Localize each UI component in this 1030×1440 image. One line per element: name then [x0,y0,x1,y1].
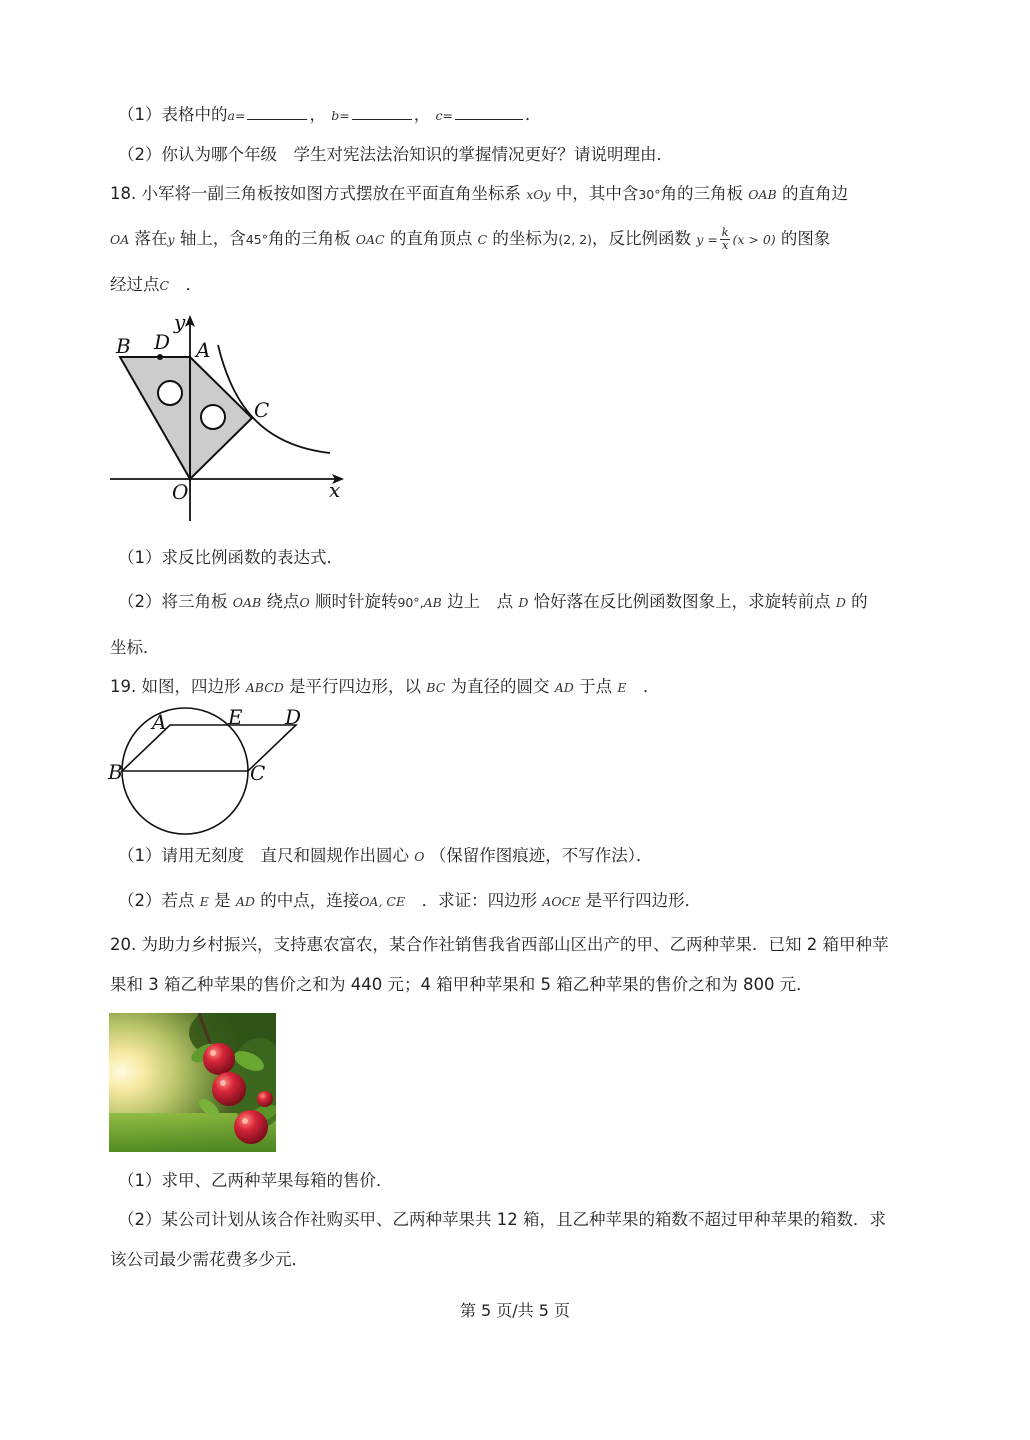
q17-part2: （2）你认为哪个年级 学生对宪法法治知识的掌握情况更好？请说明理由． [118,145,673,164]
q20-part2: （2）某公司计划从该合作社购买甲、乙两种苹果共 12 箱，且乙种苹果的箱数不超过甲种苹果的箱数．求 [118,1210,886,1229]
q20-part1: （1）求甲、乙两种苹果每箱的售价． [118,1171,393,1190]
q18-part2: （2）将三角板 OAB 绕点O 顺时针旋转90°,AB 边上 点 D 恰好落在反比例函数图象上，求旋转前点 D 的 [118,592,868,611]
q18-line1: 18. 小军将一副三角板按如图方式摆放在平面直角坐标系 xOy 中，其中含30°角的三角板 OAB 的直角边 [110,184,848,203]
label-c: C [250,761,266,785]
apple-tree-photo [109,1013,276,1152]
q18-part2-cont: 坐标． [110,638,160,657]
label-a: A [152,710,167,734]
triangle-hole-1 [158,381,182,405]
label-o: O [172,480,189,504]
page-footer: 第 5 页/共 5 页 [459,1301,571,1320]
q19-line1: 19. 如图，四边形 ABCD 是平行四边形，以 BC 为直径的圆交 AD 于点 E ． [110,677,660,696]
label-c: C [254,398,270,422]
label-b: B [116,334,131,358]
hyperbola-curve [218,345,330,453]
label-e: E [228,705,243,729]
q20-part2-cont: 该公司最少需花费多少元． [110,1250,308,1269]
q18-part1: （1）求反比例函数的表达式． [118,548,343,567]
answer-blank-a [247,105,307,120]
label-y: y [174,310,186,334]
q19-part2: （2）若点 E 是 AD 的中点，连接OA, CE ．求证：四边形 AOCE 是平行四边形． [118,891,702,910]
triangle-oab [120,357,190,479]
q19-circle-figure [100,700,320,840]
label-d: D [285,705,302,729]
fraction-k-over-x: $\frac{k}{x}$ [721,226,729,252]
label-d: D [154,330,171,354]
q18-line2: OA 落在y 轴上，含45°角的三角板 OAC 的直角顶点 C 的坐标为(2, 2)，反比例函数 y = $\frac{k}{x}$ (x > 0) 的图象 [110,226,831,252]
q20-line1: 20. 为助力乡村振兴，支持惠农富农，某合作社销售我省西部山区出产的甲、乙两种苹果．已知 2 箱甲种苹 [110,935,889,954]
label-a: A [196,338,211,362]
answer-blank-b [352,105,412,120]
parallelogram-abcd [122,725,296,771]
point-d [157,354,163,360]
label-b: B [108,760,123,784]
q18-line3: 经过点C ． [110,275,203,294]
answer-blank-c [455,105,523,120]
q19-part1: （1）请用无刻度 直尺和圆规作出圆心 O （保留作图痕迹，不写作法）． [118,846,653,865]
q17-part1: （1）表格中的a= ， b= ， c= ． [118,105,542,124]
triangle-hole-2 [201,405,225,429]
label-x: x [329,478,341,502]
q20-line2: 果和 3 箱乙种苹果的售价之和为 440 元；4 箱甲种苹果和 5 箱乙种苹果的售价之和为 800 元． [110,975,813,994]
q18-coordinate-figure [100,305,360,530]
